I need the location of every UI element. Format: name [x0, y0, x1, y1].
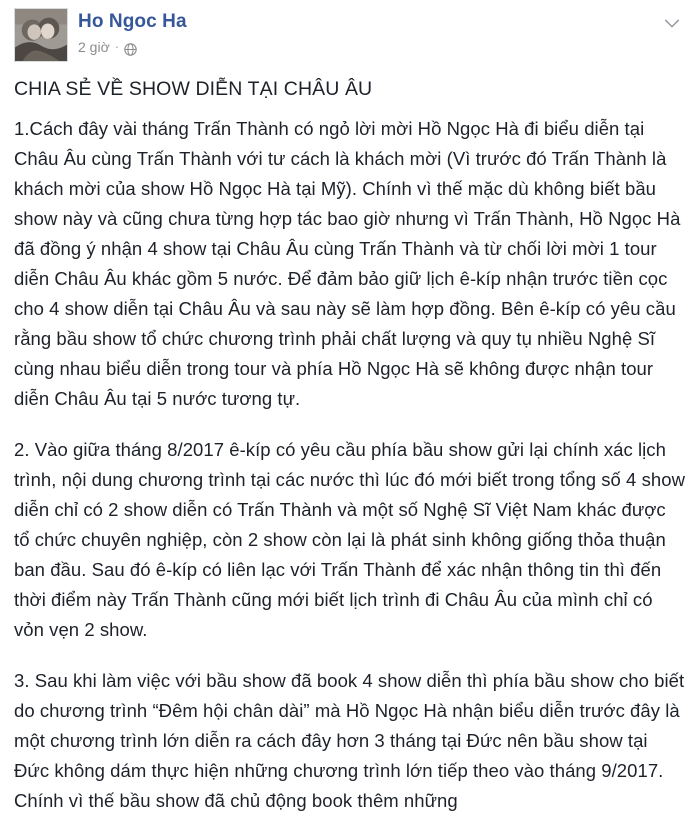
- post-header: [0, 0, 699, 62]
- post-title: CHIA SẺ VỀ SHOW DIỄN TẠI CHÂU ÂU: [14, 78, 373, 100]
- post-meta: [78, 38, 659, 56]
- chevron-down-icon[interactable]: [659, 10, 685, 36]
- post-timestamp[interactable]: 2 giờ: [78, 39, 110, 55]
- post-paragraph: 2. Vào giữa tháng 8/2017 ê-kíp có yêu cầu phía bầu show gửi lại chính xác lịch trình, nội dung chương trình tại các nước thì lúc đó mới biết trong tổng số 4 show diễn chỉ có 2 show diễn có Trấn Thành và một số Nghệ Sĩ Việt Nam khác được tổ chức chuyên nghiệp, còn 2 show còn lại là phát sinh không giống thỏa thuận ban đầu. Sau đó ê-kíp có liên lạc với Trấn Thành để xác nhận thông tin thì đến thời điểm này Trấn Thành cũng mới biết lịch trình đi Châu Âu của mình chỉ có vỏn vẹn 2 show.: [14, 439, 685, 640]
- post-paragraph: 1.Cách đây vài tháng Trấn Thành có ngỏ lời mời Hồ Ngọc Hà đi biểu diễn tại Châu Âu cùng Trấn Thành với tư cách là khách mời (Vì trước đó Trấn Thành là khách mời của show Hồ Ngọc Hà tại Mỹ). Chính vì thế mặc dù không biết bầu show này và cũng chưa từng hợp tác bao giờ nhưng vì Trấn Thành, Hồ Ngọc Hà đã đồng ý nhận 4 show tại Châu Âu cùng Trấn Thành và từ chối lời mời 1 tour diễn Châu Âu khác gồm 5 nước. Để đảm bảo giữ lịch ê-kíp nhận trước tiền cọc cho 4 show diễn tại Châu Âu và sau này sẽ làm hợp đồng. Bên ê-kíp có yêu cầu rằng bầu show tổ chức chương trình phải chất lượng và quy tụ nhiều Nghệ Sĩ cùng nhau biểu diễn trong tour và phía Hồ Ngọc Hà sẽ không được nhận tour diễn Châu Âu tại 5 nước tương tự.: [14, 118, 681, 409]
- post-body: [0, 62, 699, 816]
- globe-icon[interactable]: [124, 43, 137, 56]
- post-paragraph: 3. Sau khi làm việc với bầu show đã book 4 show diễn thì phía bầu show cho biết do chương trình “Đêm hội chân dài” mà Hồ Ngọc Hà nhận biểu diễn trước đây là một chương trình lớn diễn ra cách đây hơn 3 tháng tại Đức nên bầu show tại Đức không dám thực hiện những chương trình lớn tiếp theo vào tháng 9/2017. Chính vì thế bầu show đã chủ động book thêm những: [14, 670, 685, 811]
- avatar[interactable]: [14, 8, 68, 62]
- post-author-name[interactable]: Ho Ngoc Ha: [78, 11, 187, 32]
- meta-separator: ·: [114, 39, 120, 54]
- post-header-text: [78, 8, 659, 56]
